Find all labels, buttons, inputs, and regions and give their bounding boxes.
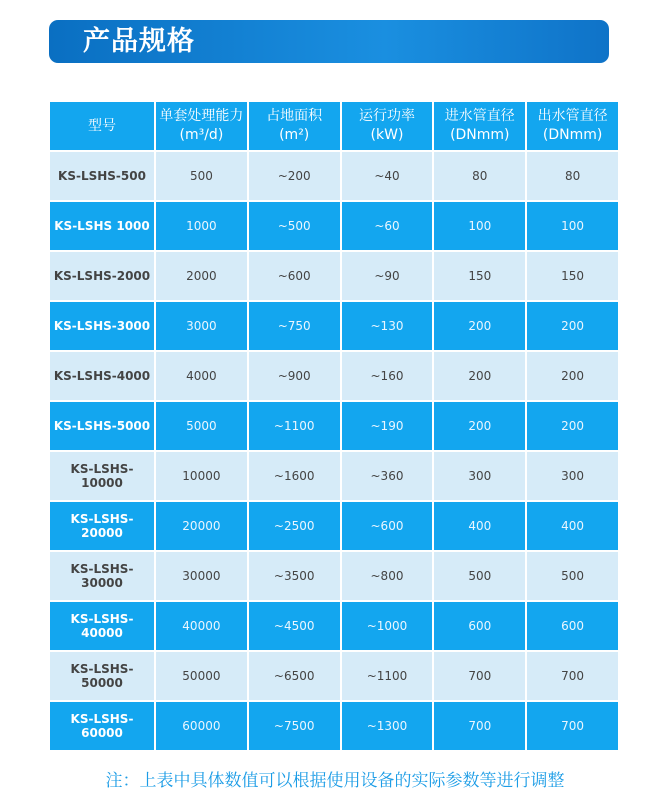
cell-inlet-diameter: 700 [434,702,525,750]
cell-power: ~190 [342,402,433,450]
cell-model: KS-LSHS-50000 [50,652,154,700]
cell-area: ~600 [249,252,340,300]
cell-area: ~750 [249,302,340,350]
cell-area: ~1100 [249,402,340,450]
header-model: 型号 [50,102,154,150]
table-row [50,402,618,450]
table-row [50,352,618,400]
table-row [50,452,618,500]
header-power: 运行功率 (kW) [342,102,433,150]
cell-capacity: 60000 [156,702,247,750]
cell-capacity: 3000 [156,302,247,350]
cell-area: ~900 [249,352,340,400]
cell-outlet-diameter: 200 [527,402,618,450]
cell-outlet-diameter: 200 [527,302,618,350]
cell-power: ~90 [342,252,433,300]
cell-capacity: 20000 [156,502,247,550]
cell-capacity: 1000 [156,202,247,250]
cell-power: ~1000 [342,602,433,650]
cell-outlet-diameter: 700 [527,652,618,700]
cell-capacity: 2000 [156,252,247,300]
cell-inlet-diameter: 200 [434,302,525,350]
cell-inlet-diameter: 700 [434,652,525,700]
cell-outlet-diameter: 200 [527,352,618,400]
cell-inlet-diameter: 400 [434,502,525,550]
cell-capacity: 30000 [156,552,247,600]
cell-outlet-diameter: 80 [527,152,618,200]
table-row [50,602,618,650]
cell-model: KS-LSHS-4000 [50,352,154,400]
header-capacity: 单套处理能力 (m³/d) [156,102,247,150]
cell-model: KS-LSHS-40000 [50,602,154,650]
cell-power: ~800 [342,552,433,600]
cell-model: KS-LSHS-2000 [50,252,154,300]
table-row [50,302,618,350]
cell-inlet-diameter: 200 [434,402,525,450]
cell-capacity: 4000 [156,352,247,400]
cell-model: KS-LSHS-5000 [50,402,154,450]
table-row [50,652,618,700]
cell-area: ~2500 [249,502,340,550]
cell-power: ~1100 [342,652,433,700]
header-area: 占地面积 (m²) [249,102,340,150]
table-row [50,252,618,300]
cell-capacity: 10000 [156,452,247,500]
cell-area: ~6500 [249,652,340,700]
cell-model: KS-LSHS-20000 [50,502,154,550]
cell-area: ~500 [249,202,340,250]
cell-power: ~600 [342,502,433,550]
cell-capacity: 5000 [156,402,247,450]
cell-model: KS-LSHS 1000 [50,202,154,250]
cell-inlet-diameter: 80 [434,152,525,200]
cell-outlet-diameter: 600 [527,602,618,650]
cell-area: ~200 [249,152,340,200]
table-row [50,702,618,750]
cell-area: ~4500 [249,602,340,650]
cell-outlet-diameter: 100 [527,202,618,250]
table-row [50,202,618,250]
cell-power: ~130 [342,302,433,350]
table-row [50,152,618,200]
cell-outlet-diameter: 300 [527,452,618,500]
cell-power: ~1300 [342,702,433,750]
cell-outlet-diameter: 400 [527,502,618,550]
header-inlet-diameter: 进水管直径 (DNmm) [434,102,525,150]
cell-inlet-diameter: 600 [434,602,525,650]
cell-model: KS-LSHS-500 [50,152,154,200]
table-row [50,552,618,600]
cell-power: ~40 [342,152,433,200]
cell-inlet-diameter: 150 [434,252,525,300]
cell-outlet-diameter: 150 [527,252,618,300]
spec-table [48,100,620,752]
cell-area: ~3500 [249,552,340,600]
cell-power: ~360 [342,452,433,500]
cell-capacity: 40000 [156,602,247,650]
cell-outlet-diameter: 500 [527,552,618,600]
cell-capacity: 500 [156,152,247,200]
cell-capacity: 50000 [156,652,247,700]
page-title: 产品规格 [83,26,195,57]
cell-area: ~1600 [249,452,340,500]
cell-model: KS-LSHS-3000 [50,302,154,350]
table-header-row [50,102,618,150]
cell-inlet-diameter: 100 [434,202,525,250]
cell-outlet-diameter: 700 [527,702,618,750]
table-row [50,502,618,550]
cell-power: ~60 [342,202,433,250]
title-banner [49,20,609,63]
cell-model: KS-LSHS-10000 [50,452,154,500]
cell-model: KS-LSHS-30000 [50,552,154,600]
cell-power: ~160 [342,352,433,400]
cell-inlet-diameter: 500 [434,552,525,600]
header-outlet-diameter: 出水管直径 (DNmm) [527,102,618,150]
cell-inlet-diameter: 300 [434,452,525,500]
cell-model: KS-LSHS-60000 [50,702,154,750]
footnote: 注：上表中具体数值可以根据使用设备的实际参数等进行调整 [105,771,565,791]
cell-inlet-diameter: 200 [434,352,525,400]
cell-area: ~7500 [249,702,340,750]
